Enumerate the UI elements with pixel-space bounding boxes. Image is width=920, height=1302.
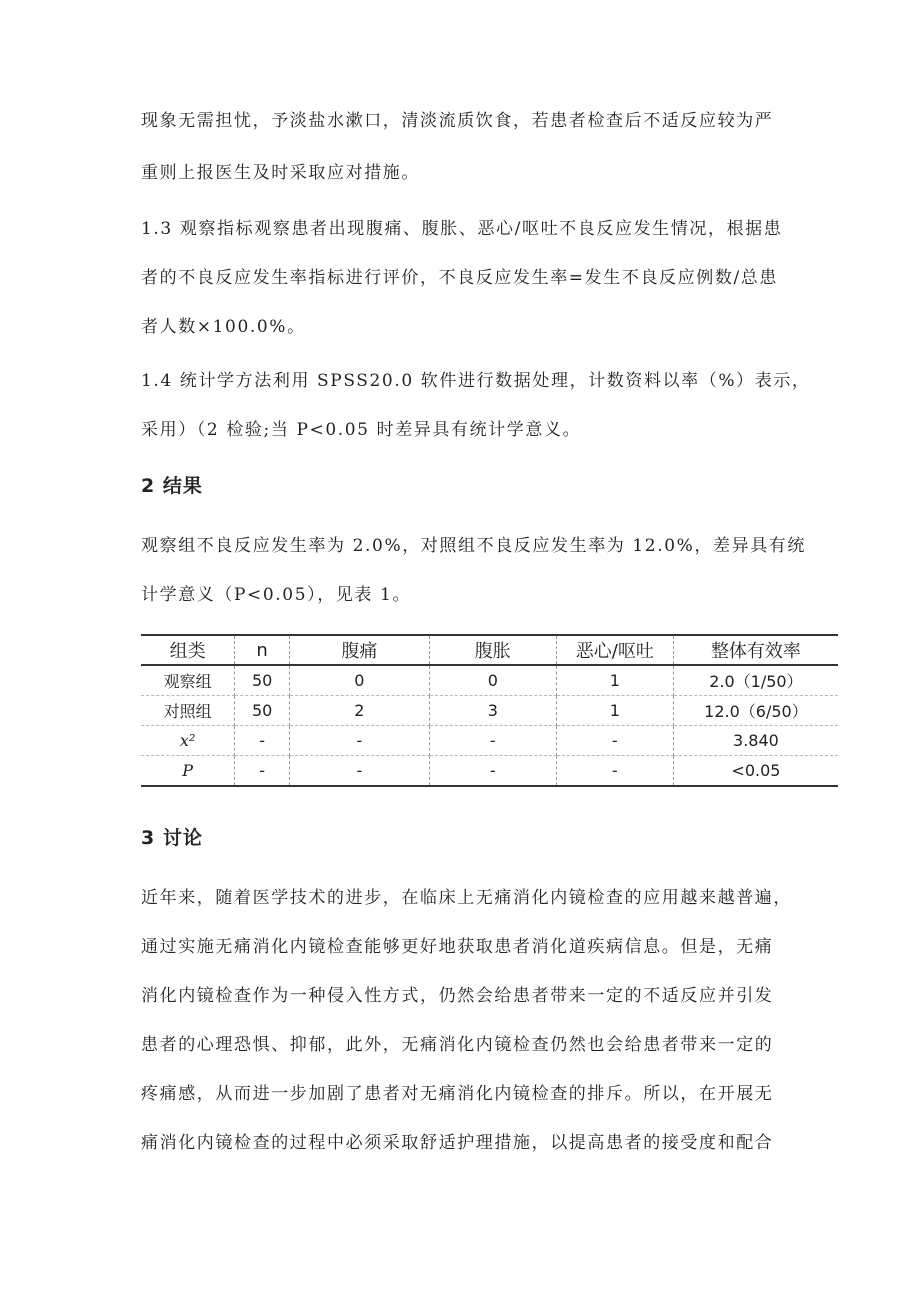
paragraph-line: 1.4 统计学方法利用 SPSS20.0 软件进行数据处理，计数资料以率（%）表示， xyxy=(141,371,811,391)
table-cell: 2 xyxy=(289,696,429,726)
table-header-cell: 腹痛 xyxy=(289,635,429,665)
table-cell: 观察组 xyxy=(141,665,235,696)
table-cell: 0 xyxy=(429,665,556,696)
table-cell: - xyxy=(556,756,673,787)
table-cell: 12.0（6/50） xyxy=(673,696,838,726)
paragraph-line: 近年来，随着医学技术的进步，在临床上无痛消化内镜检查的应用越来越普遍， xyxy=(141,888,792,908)
paragraph-line: 者人数×100.0%。 xyxy=(141,317,306,337)
table-cell: <0.05 xyxy=(673,756,838,787)
paragraph-line: 痛消化内镜检查的过程中必须采取舒适护理措施，以提高患者的接受度和配合 xyxy=(141,1133,774,1153)
table-cell: 50 xyxy=(235,696,290,726)
paragraph-line: 患者的心理恐惧、抑郁，此外，无痛消化内镜检查仍然也会给患者带来一定的 xyxy=(141,1035,774,1055)
paragraph-line: 采用）（2 检验;当 P<0.05 时差异具有统计学意义。 xyxy=(141,420,582,440)
paragraph-line: 通过实施无痛消化内镜检查能够更好地获取患者消化道疾病信息。但是，无痛 xyxy=(141,937,774,957)
table-header-cell: n xyxy=(235,635,290,665)
paragraph-line: 重则上报医生及时采取应对措施。 xyxy=(141,163,420,183)
table-header-cell: 腹胀 xyxy=(429,635,556,665)
paragraph-line: 1.3 观察指标观察患者出现腹痛、腹胀、恶心/呕吐不良反应发生情况，根据患 xyxy=(141,219,783,239)
table-row xyxy=(141,756,838,787)
table-cell: 对照组 xyxy=(141,696,235,726)
table-cell: 3.840 xyxy=(673,726,838,756)
table-header-cell: 恶心/呕吐 xyxy=(556,635,673,665)
table-cell: 1 xyxy=(556,696,673,726)
table-cell: - xyxy=(429,756,556,787)
table-header-cell: 组类 xyxy=(141,635,235,665)
table-cell: 50 xyxy=(235,665,290,696)
paragraph-line: 计学意义（P<0.05），见表 1。 xyxy=(141,585,412,605)
table-cell: 3 xyxy=(429,696,556,726)
table-row xyxy=(141,665,838,696)
table-cell: 2.0（1/50） xyxy=(673,665,838,696)
section-heading-results: 2 结果 xyxy=(141,475,203,497)
table-row xyxy=(141,726,838,756)
table-cell: - xyxy=(556,726,673,756)
table-cell: - xyxy=(289,756,429,787)
table-cell: - xyxy=(289,726,429,756)
table-cell: - xyxy=(235,726,290,756)
paragraph-line: 消化内镜检查作为一种侵入性方式，仍然会给患者带来一定的不适反应并引发 xyxy=(141,986,774,1006)
paragraph-line: 观察组不良反应发生率为 2.0%，对照组不良反应发生率为 12.0%，差异具有统 xyxy=(141,536,806,556)
table-cell: 1 xyxy=(556,665,673,696)
paragraph-line: 现象无需担忧，予淡盐水漱口，清淡流质饮食，若患者检查后不适反应较为严 xyxy=(141,111,774,131)
table-cell: P xyxy=(141,756,235,787)
paragraph-line: 者的不良反应发生率指标进行评价，不良反应发生率=发生不良反应例数/总患 xyxy=(141,268,778,288)
paragraph-line: 疼痛感，从而进一步加剧了患者对无痛消化内镜检查的排斥。所以，在开展无 xyxy=(141,1084,774,1104)
results-table xyxy=(141,634,838,787)
section-heading-discussion: 3 讨论 xyxy=(141,827,203,849)
table-header-cell: 整体有效率 xyxy=(673,635,838,665)
table-header-row xyxy=(141,635,838,665)
table-cell: 0 xyxy=(289,665,429,696)
table-row xyxy=(141,696,838,726)
table-cell: - xyxy=(429,726,556,756)
table-cell: - xyxy=(235,756,290,787)
table-cell: x² xyxy=(141,726,235,756)
